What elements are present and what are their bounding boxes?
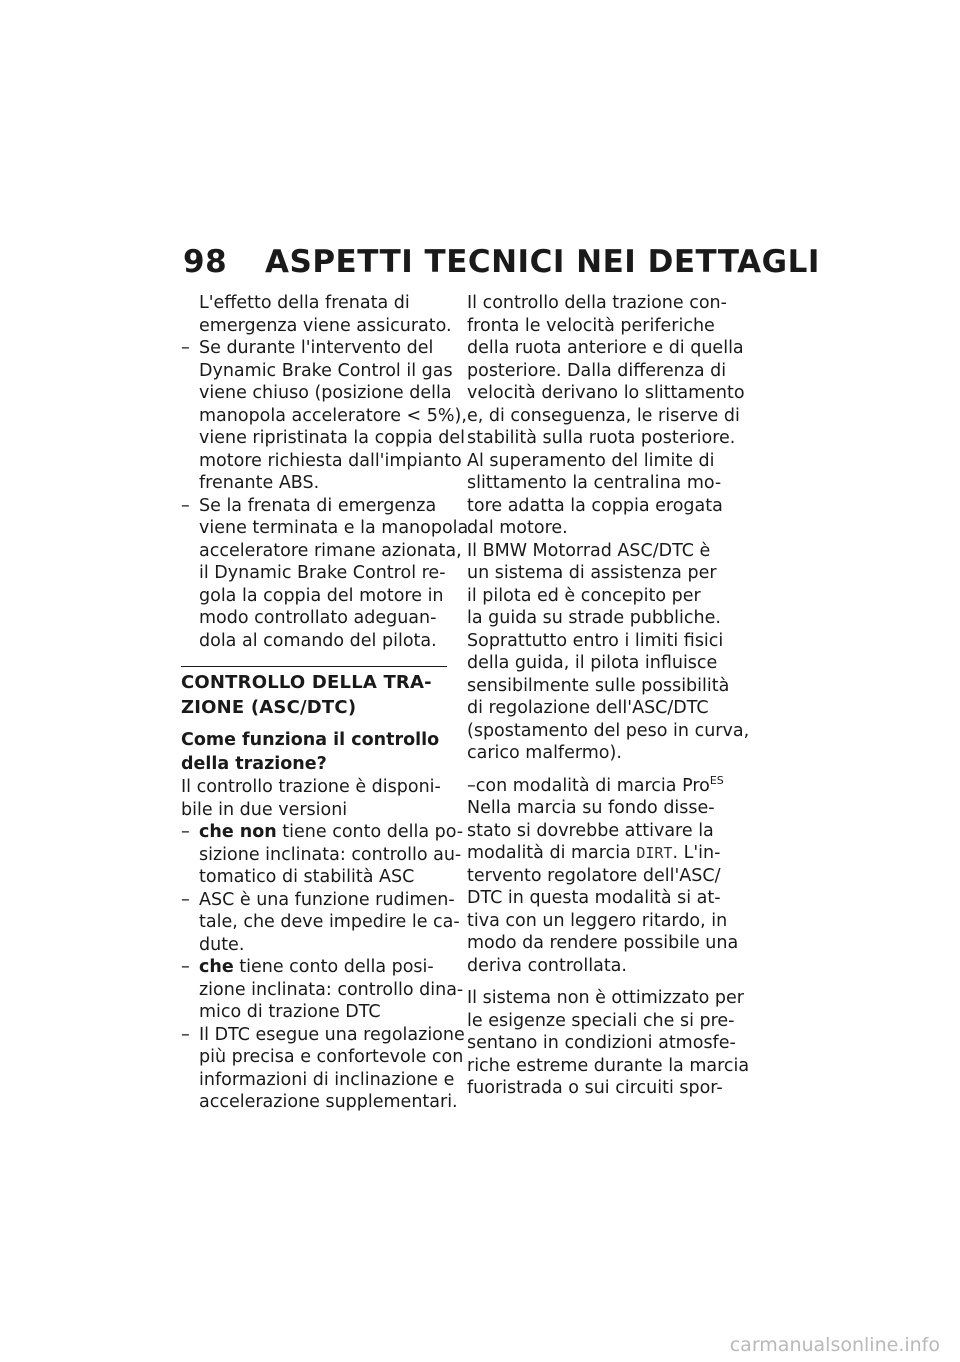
text-line: deriva controllata. xyxy=(467,955,627,976)
left-column xyxy=(181,292,469,1114)
text-line: più precisa e confortevole con xyxy=(199,1047,464,1067)
text-line: le esigenze speciali che si pre- xyxy=(467,1010,735,1031)
text-line: acceleratore rimane azionata, xyxy=(199,540,462,561)
text-line: (spostamento del peso in curva, xyxy=(467,720,750,741)
text-line: frenante ABS. xyxy=(199,473,320,493)
text-line: velocità derivano lo slittamento xyxy=(467,383,745,403)
list-item: – Se durante l'intervento del xyxy=(181,338,434,358)
text-line: della ruota anteriore e di quella xyxy=(467,338,744,358)
section-title: CONTROLLO DELLA TRA- xyxy=(181,672,432,693)
text-line: modo controllato adeguan- xyxy=(199,608,437,628)
right-column xyxy=(467,292,750,1100)
page-title: ASPETTI TECNICI NEI DETTAGLI xyxy=(265,244,820,280)
text-line: zione inclinata: controllo dina- xyxy=(199,979,464,1000)
text-line: stato si dovrebbe attivare la xyxy=(467,820,714,841)
text-line: Nella marcia su fondo disse- xyxy=(467,798,715,818)
text-line: fuoristrada o sui circuiti spor- xyxy=(467,1078,723,1098)
text-line: manopola acceleratore < 5%), xyxy=(199,405,467,426)
section-title: ZIONE (ASC/DTC) xyxy=(181,697,357,718)
text-line: e, di conseguenza, le riserve di xyxy=(467,405,740,426)
text-line: il pilota ed è concepito per xyxy=(467,585,701,606)
section-divider xyxy=(181,666,447,667)
text-line: di regolazione dell'ASC/DTC xyxy=(467,698,709,718)
page-number: 98 xyxy=(183,244,228,280)
text-line: sizione inclinata: controllo au- xyxy=(199,844,462,865)
text-line: tervento regolatore dell'ASC/ xyxy=(467,865,721,886)
text-line: gola la coppia del motore in xyxy=(199,585,444,606)
list-item: – ASC è una funzione rudimen- xyxy=(181,889,455,910)
list-item: – Il DTC esegue una regolazione xyxy=(181,1024,465,1045)
text-line: mico di trazione DTC xyxy=(199,1002,381,1022)
text-line: bile in due versioni xyxy=(181,799,348,820)
text-line: sentano in condizioni atmosfe- xyxy=(467,1033,736,1053)
text-line: carico malfermo). xyxy=(467,743,622,763)
text-line: tore adatta la coppia erogata xyxy=(467,495,723,516)
text-line: informazioni di inclinazione e xyxy=(199,1069,455,1090)
text-line: Il sistema non è ottimizzato per xyxy=(467,988,744,1008)
page-header xyxy=(183,244,820,280)
subheading: Come funziona il controllo xyxy=(181,730,440,750)
list-item: – che tiene conto della posi- xyxy=(181,957,434,977)
text-line: L'effetto della frenata di xyxy=(199,293,410,313)
text-line: tiva con un leggero ritardo, in xyxy=(467,910,728,931)
text-line: Soprattutto entro i limiti fisici xyxy=(467,630,724,651)
text-line: Il controllo trazione è disponi- xyxy=(181,777,441,797)
text-line: slittamento la centralina mo- xyxy=(467,473,722,493)
text-line: un sistema di assistenza per xyxy=(467,563,717,583)
list-item: –con modalità di marcia Pro$^{ES}$ xyxy=(467,773,724,796)
text-line: Dynamic Brake Control il gas xyxy=(199,360,453,381)
text-line: Il BMW Motorrad ASC/DTC è xyxy=(467,540,711,561)
text-line: dute. xyxy=(199,934,245,955)
text-line: emergenza viene assicurato. xyxy=(199,315,452,336)
text-line: dola al comando del pilota. xyxy=(199,630,437,651)
text-line: accelerazione supplementari. xyxy=(199,1092,458,1112)
text-line: viene terminata e la manopola xyxy=(199,518,469,538)
text-line: modalità di marcia DIRT. L'in- xyxy=(467,843,721,863)
mode-name: DIRT xyxy=(636,844,673,862)
text-line: viene ripristinata la coppia del xyxy=(199,428,466,448)
text-line: riche estreme durante la marcia xyxy=(467,1055,750,1076)
text-line: motore richiesta dall'impianto xyxy=(199,450,462,471)
list-item: – Se la frenata di emergenza xyxy=(181,495,437,516)
list-item: – che non tiene conto della po- xyxy=(181,822,464,842)
text-line: Il controllo della trazione con- xyxy=(467,293,727,313)
text-line: posteriore. Dalla differenza di xyxy=(467,360,727,381)
text-line: Al superamento del limite di xyxy=(467,450,715,471)
text-line: DTC in questa modalità si at- xyxy=(467,888,721,908)
text-line: la guida su strade pubbliche. xyxy=(467,608,721,628)
text-line: tale, che deve impedire le ca- xyxy=(199,912,460,932)
text-line: modo da rendere possibile una xyxy=(467,933,739,953)
text-line: il Dynamic Brake Control re- xyxy=(199,563,446,583)
text-line: viene chiuso (posizione della xyxy=(199,383,452,403)
superscript: ES xyxy=(709,773,724,787)
text-line: tomatico di stabilità ASC xyxy=(199,867,415,887)
text-line: stabilità sulla ruota posteriore. xyxy=(467,428,736,448)
subheading: della trazione? xyxy=(181,754,327,774)
text-line: della guida, il pilota influisce xyxy=(467,653,718,673)
watermark: carmanualsonline.info xyxy=(729,1334,940,1356)
text-line: dal motore. xyxy=(467,518,568,538)
text-line: sensibilmente sulle possibilità xyxy=(467,675,730,696)
text-line: fronta le velocità periferiche xyxy=(467,315,715,336)
